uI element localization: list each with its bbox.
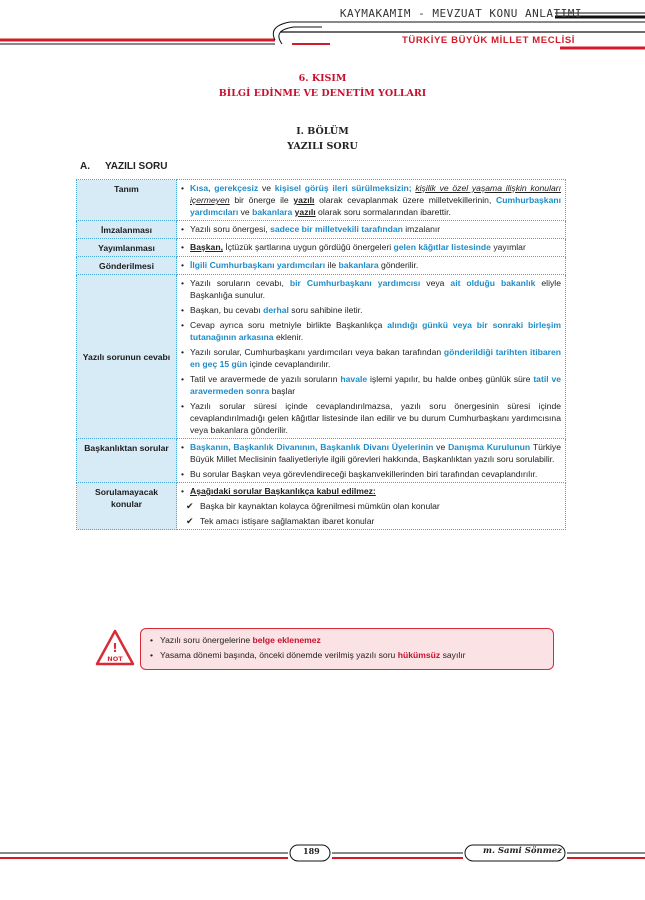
table-row-sorulamayacak [77, 483, 566, 530]
list-item: • Bu sorular Başkan veya görevlendireceği başkanvekillerinden biri tarafından cevaplandırılır. [181, 468, 561, 480]
table-row-yayimlanmasi [77, 239, 566, 257]
list-item: • Başkan, bu cevabı derhal soru sahibine iletir. [181, 304, 561, 316]
not-box [140, 628, 554, 670]
section-title: BİLGİ EDİNME VE DENETİM YOLLARI [218, 88, 427, 99]
list-item: • Yazılı soru önergesi, sadece bir milletvekili tarafından imzalanır [181, 223, 561, 235]
warning-not-icon [94, 628, 136, 668]
header-title: KAYMAKAMIM - MEVZUAT KONU ANLATIMI [339, 7, 582, 20]
row-label: Yayımlanması [77, 239, 177, 257]
row-label: Sorulamayacak konular [77, 483, 177, 530]
list-item: • Cevap ayrıca soru metniyle birlikte Başkanlıkça alındığı günkü veya bir sonraki birleşim tutanağının arkasına eklenir. [181, 319, 561, 343]
not-item: • Yazılı soru önergelerine belge eklenemez [150, 633, 466, 648]
row-label: Başkanlıktan sorular [77, 439, 177, 483]
list-item: • Tatil ve aravermede de yazılı soruların havale işlemi yapılır, bu halde onbeş günlük süre tatil ve aravermeden sonra başlar [181, 373, 561, 397]
list-item: • Başkanın, Başkanlık Divanının, Başkanlık Divanı Üyelerinin ve Danışma Kurulunun Türkiye Büyük Millet Meclisinin faaliyetleriyle ilgili görevleri hakkında, Başkanlıktan yazılı soru sorulabilir. [181, 441, 561, 465]
row-label: Yazılı sorunun cevabı [77, 275, 177, 439]
row-content [177, 439, 566, 483]
table-row-imzalanmasi [77, 221, 566, 239]
chapter-number: I. BÖLÜM [296, 126, 349, 137]
table-row-cevap [77, 275, 566, 439]
part-title: YAZILI SORU [105, 161, 168, 172]
row-label: Gönderilmesi [77, 257, 177, 275]
table-row-tanim [77, 180, 566, 221]
list-item: • Başkan, İçtüzük şartlarına uygun gördüğü önergeleri gelen kâğıtlar listesinde yayımlar [181, 241, 561, 253]
not-label: NOT [107, 655, 123, 663]
row-label: Tanım [77, 180, 177, 221]
row-content [177, 257, 566, 275]
table-row-baskanliktan [77, 439, 566, 483]
row-content [177, 239, 566, 257]
list-item: • Yazılı sorular süresi içinde cevaplandırılmazsa, yazılı soru önergesinin süresi içinde cevaplandırılmadığı gelen kâğıtlar listesinde ilan edilir ve bu durum Cumhurbaşkanı yardımcısına veya bakanlara gönderilir. [181, 400, 561, 436]
chapter-title: YAZILI SORU [287, 141, 358, 152]
part-heading [80, 161, 167, 172]
list-item: • Yazılı sorular, Cumhurbaşkanı yardımcıları veya bakan tarafından gönderildiği tarihten itibaren en geç 15 gün içinde cevaplandırılır. [181, 346, 561, 370]
list-item: • Kısa, gerekçesiz ve kişisel görüş ileri sürülmeksizin; kişilik ve özel yaşama ilişkin konuları içermeyen bir önerge ile yazılı olarak cevaplanmak üzere milletvekillerinin, Cumhurbaşkanı yardımcıları ve bakanlara yazılı olarak soru sormalarından ibarettir. [181, 182, 561, 218]
row-content [177, 275, 566, 439]
row-content [177, 221, 566, 239]
list-item: • İlgili Cumhurbaşkanı yardımcıları ile bakanlara gönderilir. [181, 259, 561, 271]
not-item: • Yasama dönemi başında, önceki dönemde verilmiş yazılı soru hükümsüz sayılır [150, 648, 466, 663]
table-row-gonderilmesi [77, 257, 566, 275]
checkmark-icon: ✔ [186, 501, 194, 511]
row-content [177, 483, 566, 530]
list-item: • Aşağıdaki sorular Başkanlıkça kabul edilmez: [181, 485, 561, 497]
row-label: İmzalanması [77, 221, 177, 239]
info-table [76, 179, 566, 530]
author-name: m. Sami Sönmez [483, 846, 562, 856]
page-number: 189 [303, 846, 320, 856]
list-item: • Yazılı soruların cevabı, bir Cumhurbaşkanı yardımcısı veya ait olduğu bakanlık eliyle Başkanlığa sunulur. [181, 277, 561, 301]
part-letter: A. [80, 161, 90, 172]
header-subtitle: TÜRKİYE BÜYÜK MİLLET MECLİSİ [401, 35, 575, 46]
row-content [177, 180, 566, 221]
check-item: ✔ Başka bir kaynaktan kolayca öğrenilmesi mümkün olan konular [186, 501, 440, 511]
checkmark-icon: ✔ [186, 516, 194, 526]
warning-mark: ! [112, 641, 118, 655]
check-item: ✔ Tek amacı istişare sağlamaktan ibaret konular [186, 516, 375, 526]
section-number: 6. KISIM [298, 73, 347, 84]
